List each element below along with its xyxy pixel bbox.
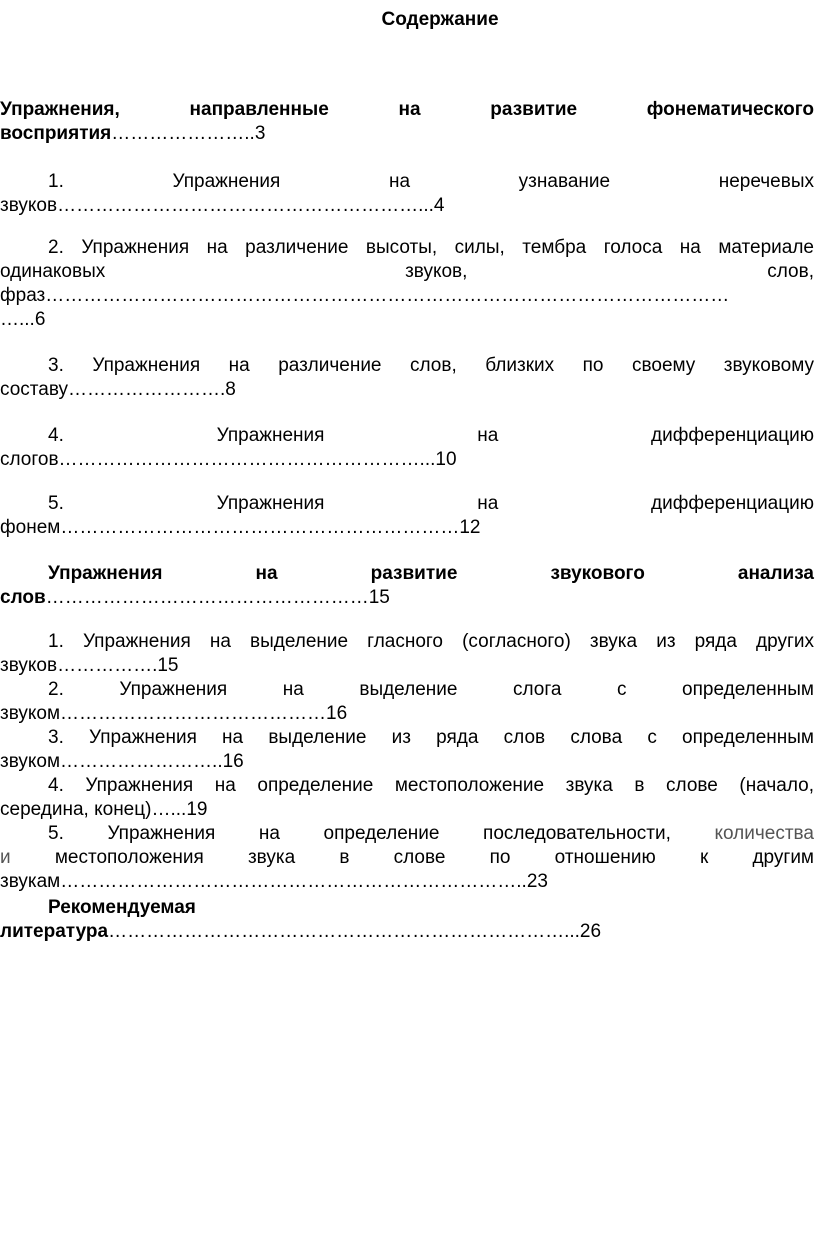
toc-leader-dots: ……………………………………	[60, 703, 327, 724]
toc-item-title-line: 1. Упражнения на выделение гласного (согласного) звука из ряда других	[48, 631, 814, 652]
toc-item-title-line: 4. Упражнения на определение местоположение звука в слове (начало,	[48, 775, 814, 796]
toc-item	[0, 678, 814, 726]
toc-item-title-line: составу	[0, 379, 69, 400]
toc-item	[0, 492, 814, 540]
toc-page-number: 6	[34, 309, 46, 330]
toc-page-number: 19	[186, 799, 208, 820]
toc-leader-dots: ………………………………………………………………..	[60, 871, 527, 892]
toc-item	[0, 170, 814, 218]
toc-leader-dots: ………………………………………………………………...	[108, 921, 580, 942]
toc-item-title-line: середина, конец)	[0, 799, 152, 820]
toc-section-sound-analysis	[0, 562, 814, 610]
toc-item-title-line: 2. Упражнения на выделение слога с определенным	[48, 679, 814, 700]
toc-item-title-line: звукам	[0, 871, 61, 892]
toc-item-title-line: одинаковых звуков, слов,	[0, 261, 814, 282]
toc-item	[0, 354, 814, 402]
toc-leader-dots: …………………………………………………...	[58, 449, 436, 470]
toc-leader-dots: …………………….	[68, 379, 226, 400]
toc-section-literature	[0, 896, 814, 944]
toc-page-number: 15	[157, 655, 179, 676]
toc-item-title-fragment: и	[0, 847, 11, 868]
toc-item	[0, 726, 814, 774]
toc-item	[0, 630, 814, 678]
toc-item	[0, 424, 814, 472]
page-title: Содержание	[381, 9, 499, 30]
toc-item	[0, 774, 814, 822]
toc-item-title-fragment: количества	[714, 823, 814, 844]
toc-item-title-line: фраз	[0, 285, 46, 306]
toc-section-title-line: Упражнения на развитие звукового анализа	[48, 563, 814, 584]
toc-page-number: 23	[526, 871, 548, 892]
toc-leader-dots: ……………………..	[60, 751, 223, 772]
toc-item-title-line: 3. Упражнения на выделение из ряда слов слова с определенным	[48, 727, 814, 748]
toc-page-number: 3	[254, 123, 266, 144]
toc-page-number: 26	[579, 921, 602, 942]
toc-section-title-line: Упражнения, направленные на развитие фонематического	[0, 99, 814, 120]
toc-page-number: 15	[368, 587, 390, 608]
toc-leader-dots: …………………………………………………...	[57, 195, 434, 216]
toc-leader-dots: …...	[151, 799, 187, 820]
toc-item-title-line: слогов	[0, 449, 59, 470]
toc-item-title-line	[0, 846, 814, 870]
toc-page-number: 10	[435, 449, 457, 470]
toc-section-title-line: слов	[0, 587, 46, 608]
toc-item-title-line: 1. Упражнения на узнавание неречевых	[48, 171, 814, 192]
toc-page-number: 16	[326, 703, 348, 724]
toc-item-title-line: 2. Упражнения на различение высоты, силы, тембра голоса на материале	[48, 237, 814, 258]
toc-item-title-line: звуком	[0, 751, 61, 772]
toc-item-title-line: 5. Упражнения на дифференциацию	[48, 493, 814, 514]
toc-page-number: 16	[222, 751, 244, 772]
toc-leader-dots: ………………………………………………………	[60, 517, 460, 538]
toc-item	[0, 822, 814, 894]
toc-page-number: 4	[433, 195, 445, 216]
toc-item-title-line: фонем	[0, 517, 61, 538]
toc-item-title-line: 4. Упражнения на дифференциацию	[48, 425, 814, 446]
toc-item-title-fragment: местоположения звука в слове по отношению к другим	[54, 847, 814, 868]
toc-leader-dots: ……………………………………………	[45, 587, 369, 608]
toc-section-title-line: литература	[0, 921, 109, 942]
toc-leader-dots: ………………………………………………………………………………………………	[45, 285, 730, 306]
toc-leader-dots: …………….	[57, 655, 158, 676]
toc-page-number: 12	[459, 517, 481, 538]
toc-item	[0, 236, 814, 332]
toc-leader-dots: …………………..	[111, 123, 255, 144]
toc-section-phonemic	[0, 98, 814, 146]
toc-leader-dots: …...	[0, 309, 35, 330]
toc-item-title-line	[0, 822, 814, 846]
toc-item-title-line: звуком	[0, 703, 61, 724]
toc-page-number: 8	[225, 379, 236, 400]
toc-section-title-line: Рекомендуемая	[48, 897, 196, 918]
toc-section-title-line: восприятия	[0, 123, 112, 144]
toc-item-title-line: 3. Упражнения на различение слов, близких по своему звуковому	[48, 355, 814, 376]
toc-item-title-line: звуков	[0, 195, 58, 216]
toc-item-title-fragment: 5. Упражнения на определение последовательности,	[48, 823, 671, 844]
toc-item-title-line: звуков	[0, 655, 58, 676]
